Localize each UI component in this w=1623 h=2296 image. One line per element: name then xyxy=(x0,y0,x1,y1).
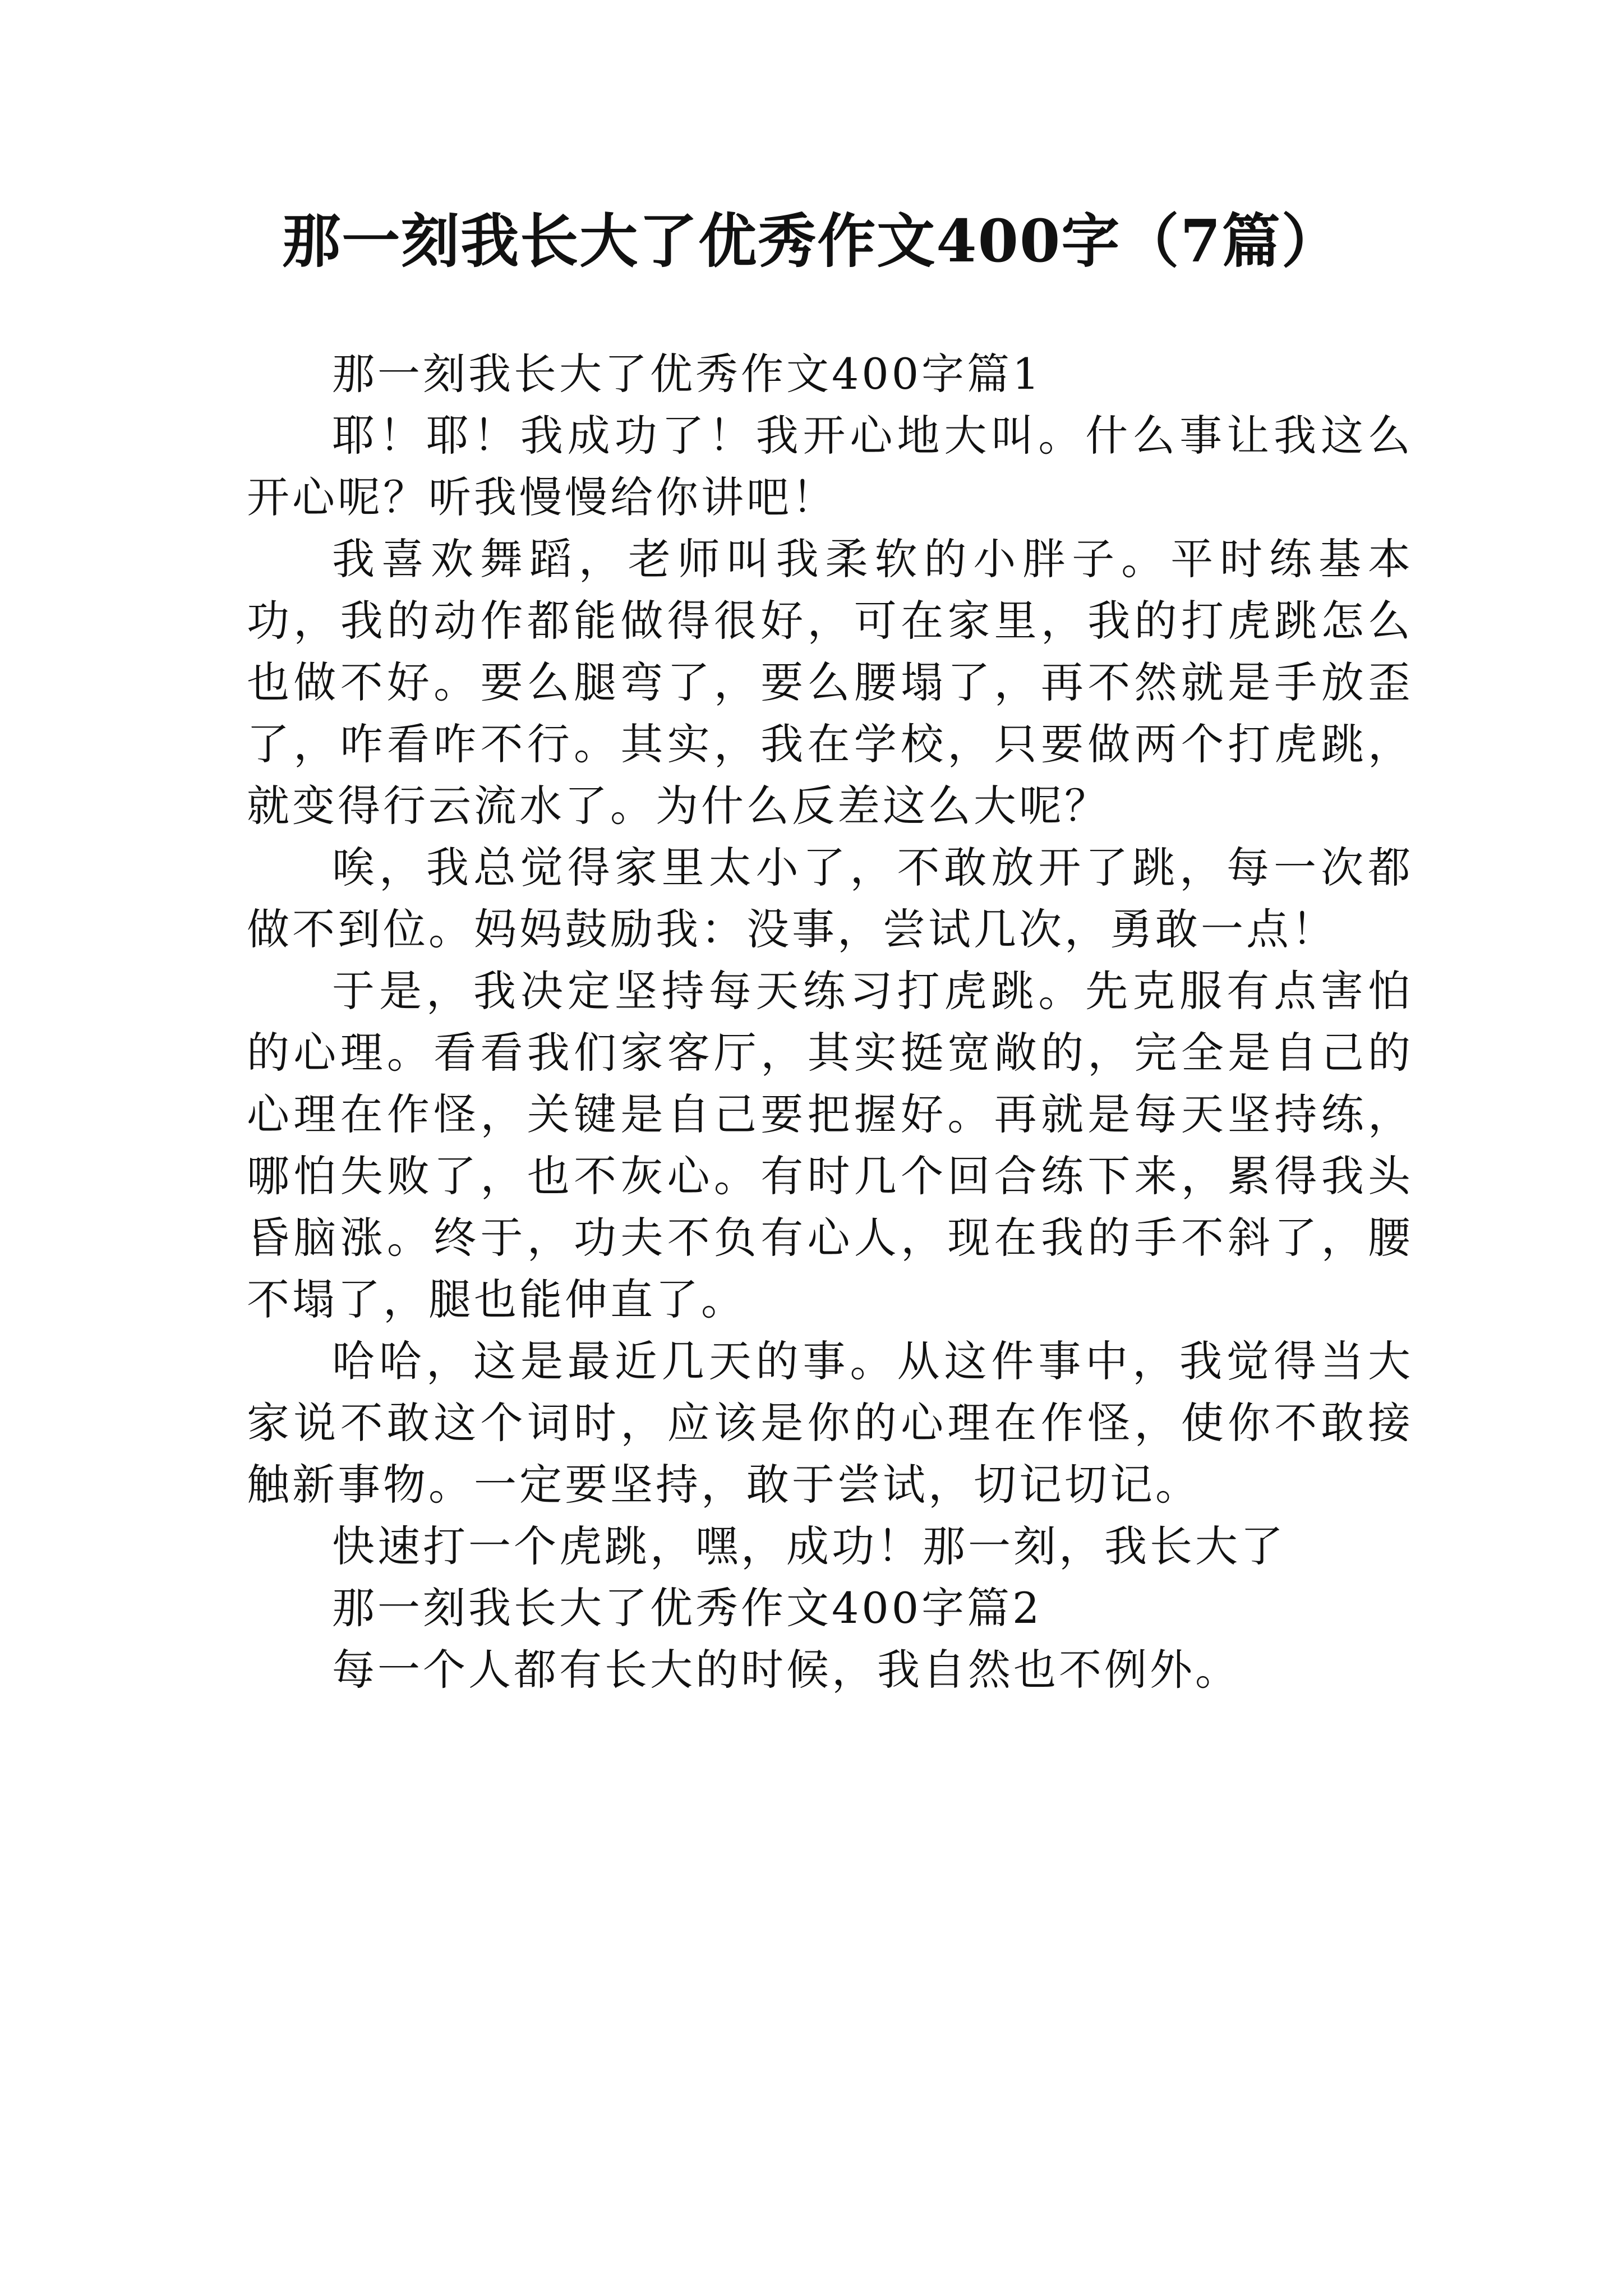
paragraph: 唉，我总觉得家里太小了，不敢放开了跳，每一次都做不到位。妈妈鼓励我：没事，尝试几次，勇敢一点！ xyxy=(247,843,1413,954)
paragraph: 耶！耶！我成功了！我开心地大叫。什么事让我这么开心呢？听我慢慢给你讲吧！ xyxy=(247,411,1413,522)
paragraph: 我喜欢舞蹈，老师叫我柔软的小胖子。平时练基本功，我的动作都能做得很好，可在家里，我的打虎跳怎么也做不好。要么腿弯了，要么腰塌了，再不然就是手放歪了，咋看咋不行。其实，我在学校，只要做两个打虎跳，就变得行云流水了。为什么反差这么大呢？ xyxy=(247,534,1413,831)
section-heading: 那一刻我长大了优秀作文400字篇1 xyxy=(332,349,1043,399)
document-title: 那一刻我长大了优秀作文400字（7篇） xyxy=(282,206,1341,275)
paragraph: 每一个人都有长大的时候，我自然也不例外。 xyxy=(332,1645,1241,1695)
paragraph: 于是，我决定坚持每天练习打虎跳。先克服有点害怕的心理。看看我们家客厅，其实挺宽敞的，完全是自己的心理在作怪，关键是自己要把握好。再就是每天坚持练，哪怕失败了，也不灰心。有时几个回合练下来，累得我头昏脑涨。终于，功夫不负有心人，现在我的手不斜了，腰不塌了，腿也能伸直了。 xyxy=(247,966,1413,1324)
section-heading: 那一刻我长大了优秀作文400字篇2 xyxy=(332,1583,1043,1633)
document-body xyxy=(247,343,1413,1701)
paragraph: 快速打一个虎跳，嘿，成功！那一刻，我长大了 xyxy=(332,1521,1286,1571)
paragraph: 哈哈，这是最近几天的事。从这件事中，我觉得当大家说不敢这个词时，应该是你的心理在作怪，使你不敢接触新事物。一定要坚持，敢于尝试，切记切记。 xyxy=(247,1336,1413,1510)
